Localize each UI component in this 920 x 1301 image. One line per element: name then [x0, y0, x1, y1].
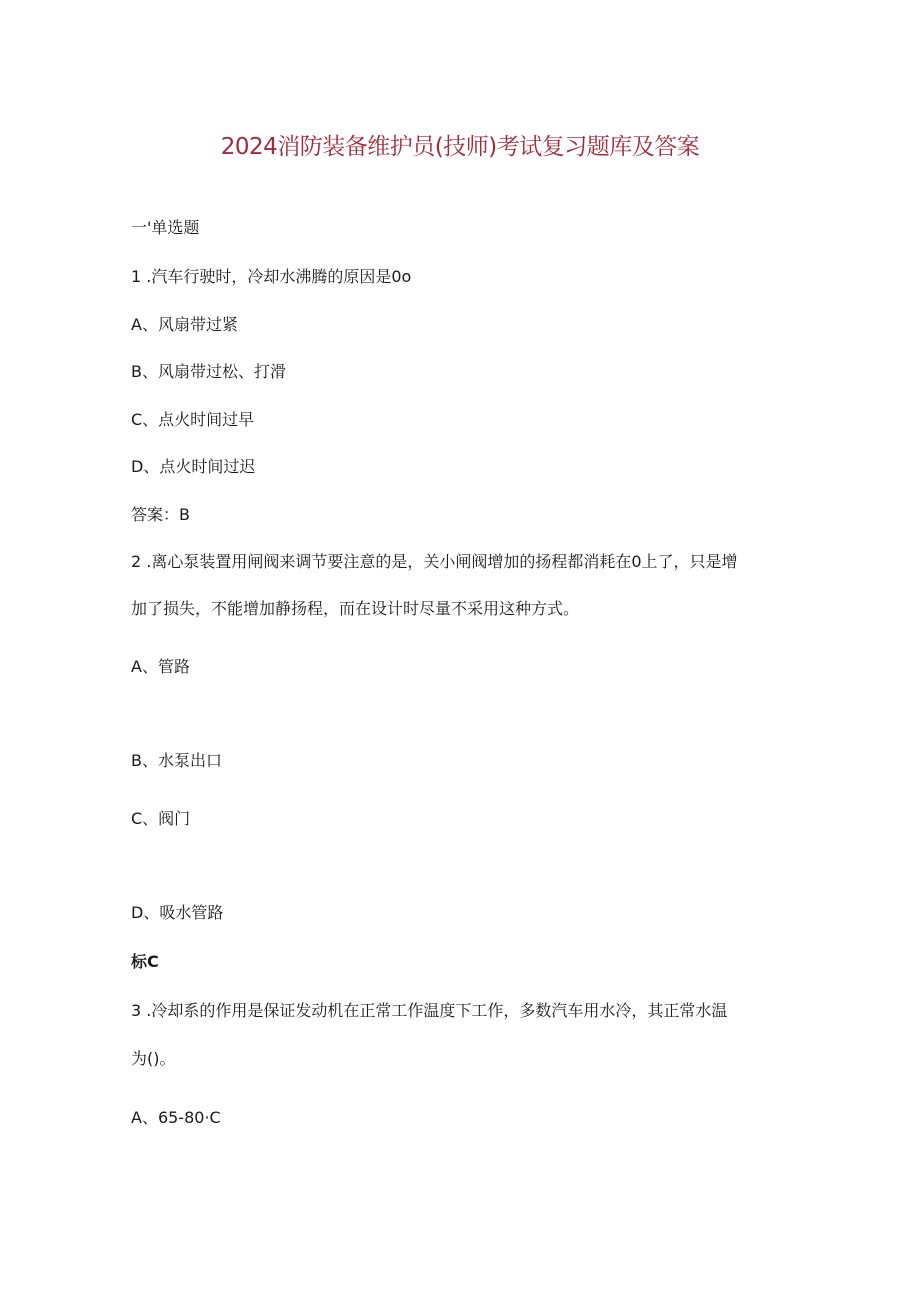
- question-2-option-c: C、阀门: [131, 809, 191, 828]
- question-1-option-b: B、风扇带过松、打滑: [131, 362, 286, 381]
- question-2-option-a: A、管路: [131, 657, 190, 676]
- section-heading: 一'单选题: [131, 218, 200, 237]
- question-2-stem-line-2: 加了损失，不能增加静扬程，而在设计时尽量不采用这种方式。: [131, 599, 580, 618]
- question-1-stem: 1 .汽车行驶时，冷却水沸腾的原因是0o: [131, 267, 412, 286]
- question-1-option-a: A、风扇带过紧: [131, 315, 238, 334]
- question-2-option-b: B、水泵出口: [131, 751, 222, 770]
- question-1-option-c: C、点火时间过早: [131, 410, 255, 429]
- question-2-option-d: D、吸水管路: [131, 903, 224, 922]
- question-3-stem-line-2: 为()。: [131, 1049, 176, 1068]
- question-3-option-a: A、65-80·C: [131, 1108, 221, 1127]
- question-2-stem-line-1: 2 .离心泵装置用闸阀来调节要注意的是，关小闸阀增加的扬程都消耗在0上了，只是增: [131, 552, 738, 571]
- question-1-option-d: D、点火时间过迟: [131, 457, 256, 476]
- question-3-stem-line-1: 3 .冷却系的作用是保证发动机在正常工作温度下工作，多数汽车用水冷，其正常水温: [131, 1001, 728, 1020]
- question-2-answer: 标C: [131, 952, 159, 971]
- question-1-answer: 答案：B: [131, 505, 190, 524]
- document-title: 2024消防装备维护员(技师)考试复习题库及答案: [220, 134, 700, 160]
